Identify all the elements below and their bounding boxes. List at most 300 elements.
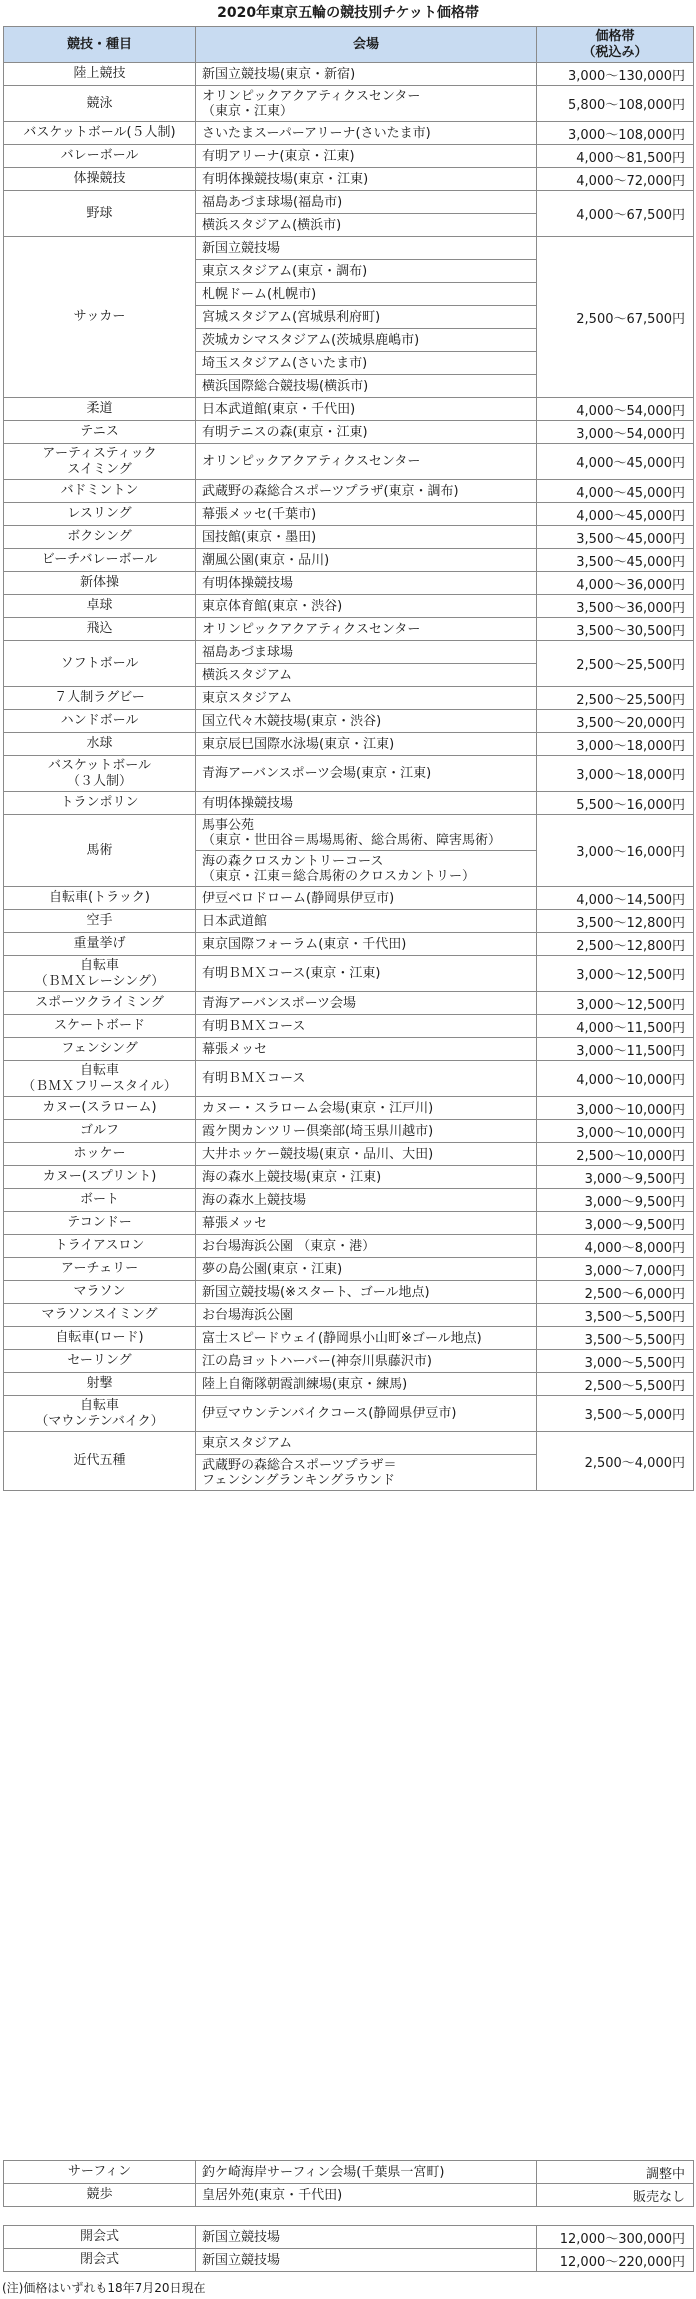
sport-cell bbox=[4, 1189, 196, 1212]
price-cell: 4,000～45,000円 bbox=[537, 444, 694, 480]
sport-name: ハンドボール bbox=[60, 713, 139, 728]
table-row bbox=[4, 1281, 694, 1304]
sport-cell bbox=[4, 2184, 196, 2207]
sport-name: （３人制） bbox=[66, 773, 132, 789]
sport-cell bbox=[4, 1281, 196, 1304]
sport-name: バスケットボール(５人制) bbox=[23, 125, 176, 140]
table-row bbox=[4, 1327, 694, 1350]
price-cell: 3,000～9,500円 bbox=[537, 1189, 694, 1212]
table-row bbox=[4, 910, 694, 933]
sport-name: マラソン bbox=[73, 1284, 126, 1299]
table-row bbox=[4, 887, 694, 910]
venue-cell bbox=[196, 168, 537, 191]
sport-cell bbox=[4, 1097, 196, 1120]
price-cell: 2,500～10,000円 bbox=[537, 1143, 694, 1166]
table-row bbox=[4, 641, 694, 664]
venue-name: 国技館(東京・墨田) bbox=[202, 529, 317, 545]
venue-cell bbox=[196, 2161, 537, 2184]
venue-name: 潮風公園(東京・品川) bbox=[202, 552, 330, 568]
extra-table bbox=[3, 2160, 694, 2207]
sport-cell bbox=[4, 421, 196, 444]
sport-name: （ＢＭＸフリースタイル） bbox=[22, 1078, 177, 1094]
venue-name: 東京スタジアム(東京・調布) bbox=[202, 263, 368, 279]
sport-name: 競泳 bbox=[86, 95, 113, 111]
price-cell: 12,000～300,000円 bbox=[537, 2226, 694, 2249]
venue-name: 東京体育館(東京・渋谷) bbox=[202, 598, 343, 614]
venue-name: オリンピックアクアティクスセンター bbox=[202, 454, 421, 469]
venue-name: （東京・江東） bbox=[202, 103, 294, 119]
venue-name: 青海アーバンスポーツ会場(東京・江東) bbox=[202, 766, 432, 781]
table-row bbox=[4, 733, 694, 756]
price-cell: 3,000～18,000円 bbox=[537, 756, 694, 792]
price-cell: 4,000～10,000円 bbox=[537, 1061, 694, 1097]
sport-name: マラソンスイミング bbox=[41, 1307, 158, 1322]
venue-cell bbox=[196, 237, 537, 260]
venue-name: 宮城スタジアム(宮城県利府町) bbox=[202, 309, 381, 325]
table-row bbox=[4, 1120, 694, 1143]
table-row bbox=[4, 2161, 694, 2184]
sport-cell bbox=[4, 1432, 196, 1491]
venue-name: 有明テニスの森(東京・江東) bbox=[202, 424, 368, 440]
venue-name: お台場海浜公園 bbox=[202, 1307, 294, 1323]
sport-name: ソフトボール bbox=[60, 655, 139, 671]
page-title: 2020年東京五輪の競技別チケット価格帯 bbox=[217, 5, 479, 21]
sport-name: アーチェリー bbox=[60, 1261, 139, 1276]
venue-name: 東京スタジアム bbox=[202, 1435, 293, 1451]
venue-name: 大井ホッケー競技場(東京・品川、大田) bbox=[202, 1146, 434, 1162]
ticket-price-table bbox=[3, 26, 694, 1491]
price-cell: 4,000～67,500円 bbox=[537, 191, 694, 237]
sport-name: バスケットボール bbox=[47, 757, 152, 773]
price-cell: 3,000～12,500円 bbox=[537, 956, 694, 992]
venue-cell bbox=[196, 2249, 537, 2272]
sport-name: スケートボード bbox=[53, 1018, 145, 1033]
price-cell: 3,500～45,000円 bbox=[537, 526, 694, 549]
venue-cell bbox=[196, 260, 537, 283]
sport-name: 飛込 bbox=[86, 621, 113, 636]
table-row bbox=[4, 1304, 694, 1327]
sport-name: テコンドー bbox=[67, 1215, 132, 1230]
sport-cell bbox=[4, 733, 196, 756]
sport-cell bbox=[4, 933, 196, 956]
sport-cell bbox=[4, 1258, 196, 1281]
price-cell: 3,500～20,000円 bbox=[537, 710, 694, 733]
sport-name: 近代五種 bbox=[73, 1453, 126, 1468]
venue-name: 有明体操競技場 bbox=[202, 575, 294, 591]
venue-name: カヌー・スラローム会場(東京・江戸川) bbox=[202, 1100, 434, 1116]
table-row bbox=[4, 549, 694, 572]
price-cell: 5,500～16,000円 bbox=[537, 792, 694, 815]
sport-cell bbox=[4, 1061, 196, 1097]
price-cell: 12,000～220,000円 bbox=[537, 2249, 694, 2272]
sport-name: カヌー(スラローム) bbox=[42, 1100, 157, 1115]
price-cell: 4,000～14,500円 bbox=[537, 887, 694, 910]
price-cell: 4,000～8,000円 bbox=[537, 1235, 694, 1258]
price-cell: 5,800～108,000円 bbox=[537, 86, 694, 122]
venue-cell bbox=[196, 1120, 537, 1143]
header-row bbox=[4, 27, 694, 63]
venue-cell bbox=[196, 145, 537, 168]
venue-name: 海の森クロスカントリーコース bbox=[202, 853, 384, 869]
sport-cell bbox=[4, 549, 196, 572]
venue-cell bbox=[196, 2226, 537, 2249]
sport-cell bbox=[4, 1038, 196, 1061]
header-sport: 競技・種目 bbox=[4, 27, 196, 63]
venue-cell bbox=[196, 618, 537, 641]
venue-name: （東京・世田谷＝馬場馬術、総合馬術、障害馬術） bbox=[202, 832, 502, 848]
venue-name: 伊豆ベロドローム(静岡県伊豆市) bbox=[202, 890, 395, 906]
sport-cell bbox=[4, 1327, 196, 1350]
sport-cell bbox=[4, 910, 196, 933]
price-cell: 3,500～30,500円 bbox=[537, 618, 694, 641]
sport-name: 柔道 bbox=[86, 401, 113, 416]
price-cell: 2,500～25,500円 bbox=[537, 687, 694, 710]
price-cell: 3,000～54,000円 bbox=[537, 421, 694, 444]
venue-name: 馬事公苑 bbox=[202, 817, 255, 833]
venue-cell bbox=[196, 815, 537, 851]
sport-name: スイミング bbox=[67, 461, 132, 477]
table-row bbox=[4, 710, 694, 733]
venue-cell bbox=[196, 733, 537, 756]
price-cell: 2,500～12,800円 bbox=[537, 933, 694, 956]
venue-name: 日本武道館 bbox=[202, 913, 268, 929]
venue-name: 福島あづま球場(福島市) bbox=[202, 194, 343, 210]
venue-cell bbox=[196, 1327, 537, 1350]
sport-name: 新体操 bbox=[79, 575, 119, 590]
sport-name: カヌー(スプリント) bbox=[42, 1169, 157, 1184]
price-cell: 3,500～36,000円 bbox=[537, 595, 694, 618]
sport-name: 重量挙げ bbox=[73, 936, 126, 951]
venue-cell bbox=[196, 191, 537, 214]
venue-cell bbox=[196, 572, 537, 595]
sport-cell bbox=[4, 1212, 196, 1235]
sport-name: 自転車 bbox=[79, 1397, 119, 1413]
price-cell: 販売なし bbox=[537, 2184, 694, 2207]
venue-name: 埼玉スタジアム(さいたま市) bbox=[202, 355, 368, 371]
sport-name: 空手 bbox=[86, 913, 113, 928]
sport-cell bbox=[4, 145, 196, 168]
price-cell: 3,000～108,000円 bbox=[537, 122, 694, 145]
venue-name: 幕張メッセ bbox=[202, 1215, 268, 1231]
venue-cell bbox=[196, 329, 537, 352]
sport-name: 野球 bbox=[86, 205, 113, 221]
sport-cell bbox=[4, 1373, 196, 1396]
venue-name: 陸上自衛隊朝霞訓練場(東京・練馬) bbox=[202, 1376, 408, 1392]
table-row bbox=[4, 1015, 694, 1038]
venue-name: 有明ＢＭＸコース(東京・江東) bbox=[202, 966, 381, 981]
sport-cell bbox=[4, 1143, 196, 1166]
table-row bbox=[4, 1061, 694, 1097]
sport-cell bbox=[4, 1350, 196, 1373]
sport-cell bbox=[4, 1304, 196, 1327]
venue-cell bbox=[196, 1015, 537, 1038]
sport-name: ホッケー bbox=[73, 1146, 126, 1161]
price-cell: 3,000～10,000円 bbox=[537, 1097, 694, 1120]
sport-name: （ＢＭＸレーシング） bbox=[34, 973, 165, 989]
table-row bbox=[4, 86, 694, 122]
sport-cell bbox=[4, 710, 196, 733]
sport-cell bbox=[4, 168, 196, 191]
sport-cell bbox=[4, 122, 196, 145]
venue-cell bbox=[196, 1143, 537, 1166]
sport-name: フェンシング bbox=[61, 1041, 138, 1056]
venue-cell bbox=[196, 306, 537, 329]
venue-name: 有明アリーナ(東京・江東) bbox=[202, 148, 355, 164]
table-row bbox=[4, 1350, 694, 1373]
sport-cell bbox=[4, 86, 196, 122]
venue-name: 幕張メッセ bbox=[202, 1041, 268, 1057]
table-row bbox=[4, 1038, 694, 1061]
venue-name: 新国立競技場 bbox=[202, 2252, 281, 2268]
sport-name: レスリング bbox=[67, 506, 132, 521]
table-row bbox=[4, 1189, 694, 1212]
table-row bbox=[4, 1212, 694, 1235]
header-price-line1: 価格帯 bbox=[595, 28, 635, 44]
table-row bbox=[4, 1235, 694, 1258]
sport-cell bbox=[4, 480, 196, 503]
price-cell: 2,500～5,500円 bbox=[537, 1373, 694, 1396]
venue-cell bbox=[196, 664, 537, 687]
venue-cell bbox=[196, 1061, 537, 1097]
sport-name: 自転車 bbox=[79, 1062, 119, 1078]
venue-cell bbox=[196, 1038, 537, 1061]
sport-name: ボクシング bbox=[67, 529, 132, 544]
table-row bbox=[4, 398, 694, 421]
venue-cell bbox=[196, 1432, 537, 1455]
sport-name: 自転車 bbox=[79, 957, 119, 973]
venue-name: フェンシングランキングラウンド bbox=[202, 1472, 396, 1488]
sport-cell bbox=[4, 956, 196, 992]
venue-cell bbox=[196, 756, 537, 792]
venue-cell bbox=[196, 992, 537, 1015]
venue-name: 海の森水上競技場(東京・江東) bbox=[202, 1169, 382, 1185]
venue-cell bbox=[196, 480, 537, 503]
price-cell: 4,000～45,000円 bbox=[537, 480, 694, 503]
venue-name: 武蔵野の森総合スポーツプラザ＝ bbox=[202, 1457, 397, 1473]
table-row bbox=[4, 572, 694, 595]
table-row bbox=[4, 2226, 694, 2249]
table-row bbox=[4, 2184, 694, 2207]
table-row bbox=[4, 1097, 694, 1120]
venue-cell bbox=[196, 1166, 537, 1189]
table-row bbox=[4, 2249, 694, 2272]
sport-name: ゴルフ bbox=[79, 1123, 119, 1138]
sport-cell bbox=[4, 237, 196, 398]
venue-name: 夢の島公園(東京・江東) bbox=[202, 1261, 343, 1277]
venue-cell bbox=[196, 444, 537, 480]
header-price-line2: （税込み） bbox=[582, 44, 648, 60]
sport-name: 閉会式 bbox=[79, 2252, 119, 2267]
table-row bbox=[4, 1396, 694, 1432]
sport-name: テニス bbox=[80, 424, 119, 439]
sport-name: ボート bbox=[79, 1192, 119, 1207]
table-row bbox=[4, 1143, 694, 1166]
venue-name: さいたまスーパーアリーナ(さいたま市) bbox=[202, 125, 431, 141]
venue-cell bbox=[196, 1373, 537, 1396]
sport-cell bbox=[4, 618, 196, 641]
table-row bbox=[4, 956, 694, 992]
venue-cell bbox=[196, 1350, 537, 1373]
price-cell: 2,500～67,500円 bbox=[537, 237, 694, 398]
venue-cell bbox=[196, 122, 537, 145]
venue-name: 新国立競技場(東京・新宿) bbox=[202, 66, 356, 82]
table-row bbox=[4, 122, 694, 145]
venue-name: 横浜スタジアム bbox=[202, 667, 293, 683]
table-row bbox=[4, 992, 694, 1015]
price-cell: 4,000～54,000円 bbox=[537, 398, 694, 421]
venue-name: オリンピックアクアティクスセンター bbox=[202, 621, 421, 637]
venue-name: 日本武道館(東京・千代田) bbox=[202, 401, 356, 417]
sport-cell bbox=[4, 398, 196, 421]
table-row bbox=[4, 526, 694, 549]
venue-cell bbox=[196, 910, 537, 933]
sport-name: アーティスティック bbox=[42, 445, 157, 461]
venue-name: 新国立競技場(※スタート、ゴール地点) bbox=[202, 1284, 430, 1300]
sport-cell bbox=[4, 992, 196, 1015]
venue-name: 国立代々木競技場(東京・渋谷) bbox=[202, 713, 382, 729]
sport-cell bbox=[4, 2161, 196, 2184]
venue-name: 福島あづま球場 bbox=[202, 644, 294, 660]
table-row bbox=[4, 1432, 694, 1455]
venue-cell bbox=[196, 641, 537, 664]
table-row bbox=[4, 191, 694, 214]
sport-cell bbox=[4, 503, 196, 526]
venue-name: 有明ＢＭＸコース bbox=[202, 1071, 306, 1086]
price-cell: 4,000～81,500円 bbox=[537, 145, 694, 168]
price-cell: 3,000～130,000円 bbox=[537, 63, 694, 86]
price-cell: 4,000～36,000円 bbox=[537, 572, 694, 595]
sport-cell bbox=[4, 1396, 196, 1432]
venue-cell bbox=[196, 1097, 537, 1120]
table-row bbox=[4, 1373, 694, 1396]
venue-cell bbox=[196, 1189, 537, 1212]
price-cell: 3,000～7,000円 bbox=[537, 1258, 694, 1281]
header-venue: 会場 bbox=[196, 27, 537, 63]
sport-name: トライアスロン bbox=[54, 1238, 145, 1253]
price-cell: 2,500～4,000円 bbox=[537, 1432, 694, 1491]
venue-name: 横浜国際総合競技場(横浜市) bbox=[202, 378, 369, 394]
venue-cell bbox=[196, 86, 537, 122]
table-row bbox=[4, 792, 694, 815]
venue-name: 青海アーバンスポーツ会場 bbox=[202, 995, 357, 1011]
sport-name: 体操競技 bbox=[73, 171, 126, 186]
ceremony-table bbox=[3, 2225, 694, 2272]
venue-cell bbox=[196, 710, 537, 733]
table-row bbox=[4, 480, 694, 503]
table-row bbox=[4, 168, 694, 191]
sport-name: トランポリン bbox=[60, 795, 139, 810]
venue-cell bbox=[196, 283, 537, 306]
venue-name: 横浜スタジアム(横浜市) bbox=[202, 217, 342, 233]
table-row bbox=[4, 444, 694, 480]
sport-cell bbox=[4, 815, 196, 887]
venue-cell bbox=[196, 1281, 537, 1304]
venue-cell bbox=[196, 375, 537, 398]
venue-cell bbox=[196, 352, 537, 375]
venue-cell bbox=[196, 1455, 537, 1491]
price-cell: 3,500～45,000円 bbox=[537, 549, 694, 572]
table-row bbox=[4, 933, 694, 956]
venue-name: 江の島ヨットハーバー(神奈川県藤沢市) bbox=[202, 1353, 432, 1369]
venue-cell bbox=[196, 549, 537, 572]
sport-cell bbox=[4, 687, 196, 710]
price-cell: 3,000～5,500円 bbox=[537, 1350, 694, 1373]
price-cell: 3,500～5,000円 bbox=[537, 1396, 694, 1432]
sport-name: セーリング bbox=[67, 1353, 132, 1368]
price-cell: 調整中 bbox=[537, 2161, 694, 2184]
sport-name: サッカー bbox=[73, 309, 126, 324]
venue-cell bbox=[196, 595, 537, 618]
price-cell: 3,000～11,500円 bbox=[537, 1038, 694, 1061]
sport-cell bbox=[4, 1235, 196, 1258]
sport-name: ７人制ラグビー bbox=[54, 690, 145, 705]
sport-cell bbox=[4, 641, 196, 687]
sport-cell bbox=[4, 1166, 196, 1189]
venue-name: 新国立競技場 bbox=[202, 2229, 281, 2245]
venue-cell bbox=[196, 1235, 537, 1258]
table-row bbox=[4, 595, 694, 618]
venue-name: 武蔵野の森総合スポーツプラザ(東京・調布) bbox=[202, 483, 459, 499]
sport-cell bbox=[4, 756, 196, 792]
venue-cell bbox=[196, 63, 537, 86]
table-row bbox=[4, 687, 694, 710]
venue-cell bbox=[196, 792, 537, 815]
price-cell: 3,000～16,000円 bbox=[537, 815, 694, 887]
table-row bbox=[4, 756, 694, 792]
price-cell: 2,500～25,500円 bbox=[537, 641, 694, 687]
venue-cell bbox=[196, 851, 537, 887]
price-cell: 3,000～9,500円 bbox=[537, 1212, 694, 1235]
price-cell: 3,500～12,800円 bbox=[537, 910, 694, 933]
venue-cell bbox=[196, 214, 537, 237]
price-cell: 4,000～11,500円 bbox=[537, 1015, 694, 1038]
footnote: (注)価格はいずれも18年7月20日現在 bbox=[2, 2281, 206, 2295]
table-row bbox=[4, 421, 694, 444]
price-cell: 2,500～6,000円 bbox=[537, 1281, 694, 1304]
venue-cell bbox=[196, 1396, 537, 1432]
venue-name: オリンピックアクアティクスセンター bbox=[202, 88, 421, 104]
sport-cell bbox=[4, 444, 196, 480]
venue-cell bbox=[196, 887, 537, 910]
price-cell: 3,000～9,500円 bbox=[537, 1166, 694, 1189]
table-row bbox=[4, 1166, 694, 1189]
sport-name: 射撃 bbox=[86, 1376, 113, 1391]
sport-name: バドミントン bbox=[60, 483, 139, 498]
venue-name: 有明体操競技場(東京・江東) bbox=[202, 171, 369, 187]
price-cell: 3,000～18,000円 bbox=[537, 733, 694, 756]
sport-name: 自転車(ロード) bbox=[55, 1330, 144, 1345]
venue-cell bbox=[196, 933, 537, 956]
venue-name: 東京スタジアム bbox=[202, 690, 293, 706]
venue-name: 東京国際フォーラム(東京・千代田) bbox=[202, 936, 407, 952]
sport-cell bbox=[4, 191, 196, 237]
price-cell: 4,000～72,000円 bbox=[537, 168, 694, 191]
sport-name: 陸上競技 bbox=[73, 66, 126, 81]
venue-name: （東京・江東＝総合馬術のクロスカントリー） bbox=[202, 868, 476, 884]
venue-cell bbox=[196, 503, 537, 526]
table-row bbox=[4, 63, 694, 86]
header-price bbox=[537, 27, 694, 63]
venue-cell bbox=[196, 1304, 537, 1327]
sport-name: ビーチバレーボール bbox=[41, 552, 158, 567]
sport-cell bbox=[4, 2249, 196, 2272]
venue-name: 茨城カシマスタジアム(茨城県鹿嶋市) bbox=[202, 332, 420, 348]
venue-cell bbox=[196, 421, 537, 444]
venue-cell bbox=[196, 1258, 537, 1281]
sport-name: （マウンテンバイク） bbox=[35, 1413, 164, 1429]
venue-cell bbox=[196, 398, 537, 421]
sport-cell bbox=[4, 792, 196, 815]
